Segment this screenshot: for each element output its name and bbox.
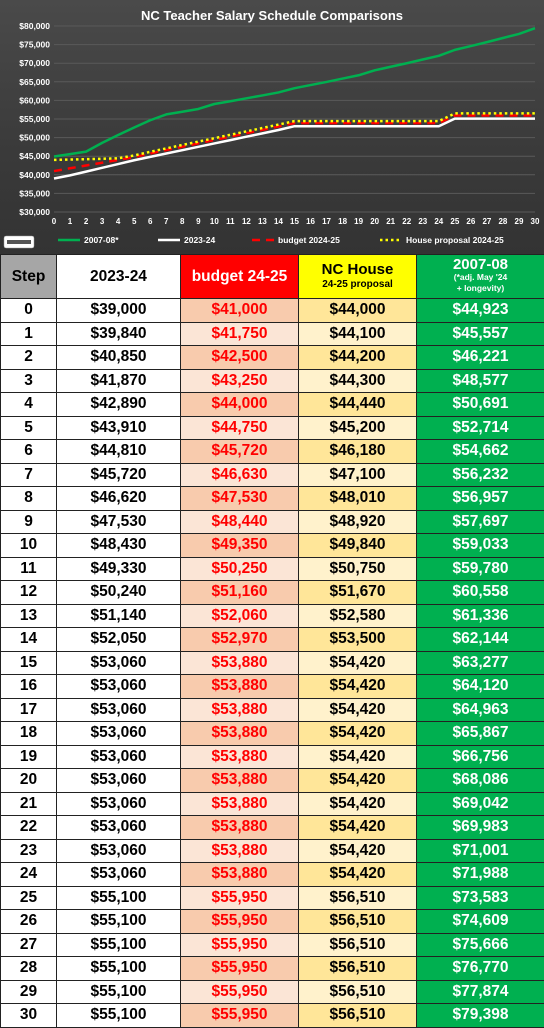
step-cell: 3 — [1, 369, 57, 393]
salary-2007-08-cell: $73,583 — [417, 886, 544, 910]
salary-2007-08-cell: $64,120 — [417, 675, 544, 699]
table-row — [1, 299, 544, 323]
x-tick-label: 8 — [180, 217, 185, 226]
x-tick-label: 1 — [68, 217, 73, 226]
chart-title: NC Teacher Salary Schedule Comparisons — [141, 8, 403, 23]
salary-2007-08-cell: $50,691 — [417, 393, 544, 417]
y-tick-label: $75,000 — [19, 40, 50, 50]
salary-2023-24-cell: $55,100 — [57, 910, 181, 934]
y-tick-label: $50,000 — [19, 133, 50, 143]
budget-24-25-cell: $42,500 — [181, 346, 299, 370]
x-tick-label: 29 — [515, 217, 524, 226]
y-tick-label: $70,000 — [19, 58, 50, 68]
x-tick-label: 7 — [164, 217, 169, 226]
salary-2007-08-cell: $77,874 — [417, 980, 544, 1004]
salary-2007-08-cell: $61,336 — [417, 604, 544, 628]
x-tick-label: 15 — [290, 217, 299, 226]
table-row — [1, 416, 544, 440]
table-row — [1, 863, 544, 887]
logo-badge — [4, 236, 34, 248]
y-tick-label: $30,000 — [19, 207, 50, 217]
table-row — [1, 581, 544, 605]
salary-2007-08-cell: $46,221 — [417, 346, 544, 370]
x-tick-label: 6 — [148, 217, 153, 226]
budget-24-25-cell: $49,350 — [181, 534, 299, 558]
x-tick-label: 5 — [132, 217, 137, 226]
nc-house-cell: $54,420 — [299, 839, 417, 863]
budget-24-25-cell: $53,880 — [181, 745, 299, 769]
nc-house-cell: $49,840 — [299, 534, 417, 558]
step-cell: 7 — [1, 463, 57, 487]
salary-2023-24-cell: $39,840 — [57, 322, 181, 346]
x-tick-label: 10 — [210, 217, 219, 226]
header-2007-08-title: 2007-08 — [417, 259, 544, 270]
budget-24-25-cell: $53,880 — [181, 792, 299, 816]
y-tick-label: $80,000 — [19, 21, 50, 31]
nc-house-cell: $54,420 — [299, 722, 417, 746]
salary-2007-08-cell: $48,577 — [417, 369, 544, 393]
nc-house-cell: $56,510 — [299, 1004, 417, 1028]
table-row — [1, 1004, 544, 1028]
budget-24-25-cell: $55,950 — [181, 1004, 299, 1028]
table-row — [1, 651, 544, 675]
x-tick-label: 19 — [354, 217, 363, 226]
table-header-row — [1, 255, 544, 299]
table-row — [1, 346, 544, 370]
salary-2007-08-cell: $66,756 — [417, 745, 544, 769]
x-axis-ticks — [52, 217, 540, 226]
step-cell: 18 — [1, 722, 57, 746]
salary-2023-24-cell: $46,620 — [57, 487, 181, 511]
salary-2023-24-cell: $53,060 — [57, 769, 181, 793]
nc-house-cell: $54,420 — [299, 769, 417, 793]
header-2007-08-note-2: + longevity) — [417, 283, 544, 294]
step-cell: 17 — [1, 698, 57, 722]
salary-2023-24-cell: $49,330 — [57, 557, 181, 581]
budget-24-25-cell: $53,880 — [181, 722, 299, 746]
step-cell: 9 — [1, 510, 57, 534]
step-cell: 25 — [1, 886, 57, 910]
salary-2023-24-cell: $50,240 — [57, 581, 181, 605]
series-line-1 — [54, 119, 535, 179]
step-cell: 30 — [1, 1004, 57, 1028]
table-row — [1, 487, 544, 511]
header-step: Step — [1, 255, 57, 299]
x-tick-label: 3 — [100, 217, 105, 226]
budget-24-25-cell: $55,950 — [181, 933, 299, 957]
table-row — [1, 440, 544, 464]
x-tick-label: 25 — [450, 217, 459, 226]
table-row — [1, 393, 544, 417]
table-row — [1, 933, 544, 957]
salary-2007-08-cell: $44,923 — [417, 299, 544, 323]
salary-2023-24-cell: $44,810 — [57, 440, 181, 464]
step-cell: 22 — [1, 816, 57, 840]
salary-2023-24-cell: $41,870 — [57, 369, 181, 393]
salary-2007-08-cell: $69,042 — [417, 792, 544, 816]
salary-2007-08-cell: $69,983 — [417, 816, 544, 840]
salary-2007-08-cell: $79,398 — [417, 1004, 544, 1028]
header-nc-house-subtitle: 24-25 proposal — [299, 278, 416, 291]
step-cell: 23 — [1, 839, 57, 863]
budget-24-25-cell: $55,950 — [181, 910, 299, 934]
nc-house-cell: $56,510 — [299, 886, 417, 910]
budget-24-25-cell: $55,950 — [181, 886, 299, 910]
step-cell: 27 — [1, 933, 57, 957]
salary-2023-24-cell: $43,910 — [57, 416, 181, 440]
salary-2007-08-cell: $63,277 — [417, 651, 544, 675]
nc-house-cell: $50,750 — [299, 557, 417, 581]
step-cell: 10 — [1, 534, 57, 558]
budget-24-25-cell: $41,750 — [181, 322, 299, 346]
x-tick-label: 14 — [274, 217, 283, 226]
table-row — [1, 510, 544, 534]
table-row — [1, 369, 544, 393]
salary-table — [0, 254, 544, 1028]
nc-house-cell: $48,920 — [299, 510, 417, 534]
x-tick-label: 9 — [196, 217, 201, 226]
x-tick-label: 27 — [482, 217, 491, 226]
step-cell: 5 — [1, 416, 57, 440]
step-cell: 19 — [1, 745, 57, 769]
salary-2007-08-cell: $65,867 — [417, 722, 544, 746]
salary-2023-24-cell: $55,100 — [57, 980, 181, 1004]
table-row — [1, 886, 544, 910]
legend-label: House proposal 2024-25 — [406, 235, 504, 245]
table-row — [1, 604, 544, 628]
salary-2007-08-cell: $71,988 — [417, 863, 544, 887]
salary-2023-24-cell: $53,060 — [57, 792, 181, 816]
x-tick-label: 22 — [402, 217, 411, 226]
salary-2023-24-cell: $53,060 — [57, 745, 181, 769]
budget-24-25-cell: $44,000 — [181, 393, 299, 417]
header-2007-08-note-1: (*adj. May '24 — [417, 272, 544, 283]
legend-label: 2023-24 — [184, 235, 215, 245]
budget-24-25-cell: $53,880 — [181, 839, 299, 863]
nc-house-cell: $44,200 — [299, 346, 417, 370]
budget-24-25-cell: $46,630 — [181, 463, 299, 487]
table-row — [1, 792, 544, 816]
nc-house-cell: $47,100 — [299, 463, 417, 487]
salary-2007-08-cell: $64,963 — [417, 698, 544, 722]
salary-2007-08-cell: $75,666 — [417, 933, 544, 957]
salary-2023-24-cell: $53,060 — [57, 698, 181, 722]
y-tick-label: $35,000 — [19, 188, 50, 198]
salary-2007-08-cell: $56,232 — [417, 463, 544, 487]
table-row — [1, 722, 544, 746]
nc-house-cell: $54,420 — [299, 792, 417, 816]
nc-house-cell: $48,010 — [299, 487, 417, 511]
table-body — [1, 299, 544, 1028]
nc-house-cell: $54,420 — [299, 675, 417, 699]
salary-2023-24-cell: $53,060 — [57, 675, 181, 699]
salary-2007-08-cell: $59,033 — [417, 534, 544, 558]
table-row — [1, 769, 544, 793]
step-cell: 1 — [1, 322, 57, 346]
x-tick-label: 4 — [116, 217, 121, 226]
salary-2007-08-cell: $56,957 — [417, 487, 544, 511]
x-tick-label: 30 — [531, 217, 540, 226]
salary-2023-24-cell: $53,060 — [57, 863, 181, 887]
nc-house-cell: $54,420 — [299, 651, 417, 675]
budget-24-25-cell: $44,750 — [181, 416, 299, 440]
budget-24-25-cell: $41,000 — [181, 299, 299, 323]
table-row — [1, 463, 544, 487]
nc-house-cell: $54,420 — [299, 816, 417, 840]
nc-house-cell: $46,180 — [299, 440, 417, 464]
salary-2023-24-cell: $40,850 — [57, 346, 181, 370]
salary-2023-24-cell: $45,720 — [57, 463, 181, 487]
salary-2007-08-cell: $62,144 — [417, 628, 544, 652]
budget-24-25-cell: $50,250 — [181, 557, 299, 581]
legend-label: 2007-08* — [84, 235, 119, 245]
salary-2007-08-cell: $74,609 — [417, 910, 544, 934]
salary-2023-24-cell: $55,100 — [57, 1004, 181, 1028]
budget-24-25-cell: $52,060 — [181, 604, 299, 628]
salary-2007-08-cell: $52,714 — [417, 416, 544, 440]
step-cell: 11 — [1, 557, 57, 581]
x-tick-label: 11 — [226, 217, 235, 226]
budget-24-25-cell: $43,250 — [181, 369, 299, 393]
salary-2023-24-cell: $53,060 — [57, 722, 181, 746]
step-cell: 16 — [1, 675, 57, 699]
salary-2023-24-cell: $55,100 — [57, 957, 181, 981]
table-row — [1, 534, 544, 558]
y-axis-ticks — [19, 21, 50, 217]
chart-panel — [0, 0, 544, 254]
step-cell: 2 — [1, 346, 57, 370]
step-cell: 21 — [1, 792, 57, 816]
step-cell: 15 — [1, 651, 57, 675]
nc-house-cell: $44,300 — [299, 369, 417, 393]
nc-house-cell: $44,100 — [299, 322, 417, 346]
step-cell: 0 — [1, 299, 57, 323]
table-row — [1, 698, 544, 722]
nc-house-cell: $54,420 — [299, 745, 417, 769]
x-tick-label: 26 — [466, 217, 475, 226]
budget-24-25-cell: $53,880 — [181, 769, 299, 793]
salary-2023-24-cell: $52,050 — [57, 628, 181, 652]
header-2023-24: 2023-24 — [57, 255, 181, 299]
y-tick-label: $45,000 — [19, 151, 50, 161]
salary-2023-24-cell: $53,060 — [57, 839, 181, 863]
budget-24-25-cell: $52,970 — [181, 628, 299, 652]
budget-24-25-cell: $53,880 — [181, 675, 299, 699]
table-row — [1, 557, 544, 581]
x-tick-label: 24 — [434, 217, 443, 226]
budget-24-25-cell: $53,880 — [181, 863, 299, 887]
y-tick-label: $55,000 — [19, 114, 50, 124]
table-row — [1, 980, 544, 1004]
nc-house-cell: $56,510 — [299, 980, 417, 1004]
y-tick-label: $40,000 — [19, 170, 50, 180]
step-cell: 14 — [1, 628, 57, 652]
table-row — [1, 745, 544, 769]
table-row — [1, 675, 544, 699]
salary-2023-24-cell: $39,000 — [57, 299, 181, 323]
step-cell: 6 — [1, 440, 57, 464]
budget-24-25-cell: $51,160 — [181, 581, 299, 605]
salary-2007-08-cell: $71,001 — [417, 839, 544, 863]
step-cell: 26 — [1, 910, 57, 934]
header-budget: budget 24-25 — [181, 255, 299, 299]
step-cell: 29 — [1, 980, 57, 1004]
table-row — [1, 839, 544, 863]
nc-house-cell: $44,000 — [299, 299, 417, 323]
budget-24-25-cell: $47,530 — [181, 487, 299, 511]
salary-2007-08-cell: $57,697 — [417, 510, 544, 534]
nc-house-cell: $54,420 — [299, 698, 417, 722]
salary-2023-24-cell: $55,100 — [57, 933, 181, 957]
table-row — [1, 628, 544, 652]
step-cell: 13 — [1, 604, 57, 628]
step-cell: 20 — [1, 769, 57, 793]
x-tick-label: 13 — [258, 217, 267, 226]
step-cell: 28 — [1, 957, 57, 981]
salary-2023-24-cell: $42,890 — [57, 393, 181, 417]
salary-2023-24-cell: $55,100 — [57, 886, 181, 910]
nc-house-cell: $45,200 — [299, 416, 417, 440]
x-tick-label: 0 — [52, 217, 57, 226]
step-cell: 24 — [1, 863, 57, 887]
table-row — [1, 322, 544, 346]
salary-2023-24-cell: $48,430 — [57, 534, 181, 558]
nc-house-cell: $51,670 — [299, 581, 417, 605]
budget-24-25-cell: $53,880 — [181, 698, 299, 722]
budget-24-25-cell: $48,440 — [181, 510, 299, 534]
salary-line-chart — [0, 0, 544, 254]
salary-2007-08-cell: $76,770 — [417, 957, 544, 981]
budget-24-25-cell: $55,950 — [181, 957, 299, 981]
step-cell: 12 — [1, 581, 57, 605]
salary-2007-08-cell: $60,558 — [417, 581, 544, 605]
salary-2007-08-cell: $45,557 — [417, 322, 544, 346]
salary-2023-24-cell: $53,060 — [57, 816, 181, 840]
nc-house-cell: $44,440 — [299, 393, 417, 417]
salary-2007-08-cell: $59,780 — [417, 557, 544, 581]
x-tick-label: 20 — [370, 217, 379, 226]
chart-legend — [58, 235, 504, 245]
step-cell: 8 — [1, 487, 57, 511]
header-nc-house — [299, 255, 417, 299]
nc-house-cell: $56,510 — [299, 933, 417, 957]
table-row — [1, 910, 544, 934]
budget-24-25-cell: $53,880 — [181, 816, 299, 840]
step-cell: 4 — [1, 393, 57, 417]
nc-house-cell: $56,510 — [299, 910, 417, 934]
x-tick-label: 28 — [498, 217, 507, 226]
legend-label: budget 2024-25 — [278, 235, 340, 245]
y-tick-label: $65,000 — [19, 77, 50, 87]
nc-house-cell: $54,420 — [299, 863, 417, 887]
salary-2007-08-cell: $68,086 — [417, 769, 544, 793]
salary-2023-24-cell: $53,060 — [57, 651, 181, 675]
nc-house-cell: $53,500 — [299, 628, 417, 652]
nc-house-cell: $52,580 — [299, 604, 417, 628]
salary-2023-24-cell: $51,140 — [57, 604, 181, 628]
budget-24-25-cell: $53,880 — [181, 651, 299, 675]
x-tick-label: 18 — [338, 217, 347, 226]
x-tick-label: 16 — [306, 217, 315, 226]
x-tick-label: 23 — [418, 217, 427, 226]
y-tick-label: $60,000 — [19, 95, 50, 105]
nc-house-cell: $56,510 — [299, 957, 417, 981]
x-tick-label: 21 — [386, 217, 395, 226]
x-tick-label: 12 — [242, 217, 251, 226]
table-row — [1, 957, 544, 981]
header-nc-house-title: NC House — [299, 263, 416, 276]
table-row — [1, 816, 544, 840]
x-tick-label: 2 — [84, 217, 89, 226]
header-2007-08 — [417, 255, 544, 299]
budget-24-25-cell: $45,720 — [181, 440, 299, 464]
salary-2023-24-cell: $47,530 — [57, 510, 181, 534]
x-tick-label: 17 — [322, 217, 331, 226]
budget-24-25-cell: $55,950 — [181, 980, 299, 1004]
series-line-3 — [54, 113, 535, 160]
salary-2007-08-cell: $54,662 — [417, 440, 544, 464]
